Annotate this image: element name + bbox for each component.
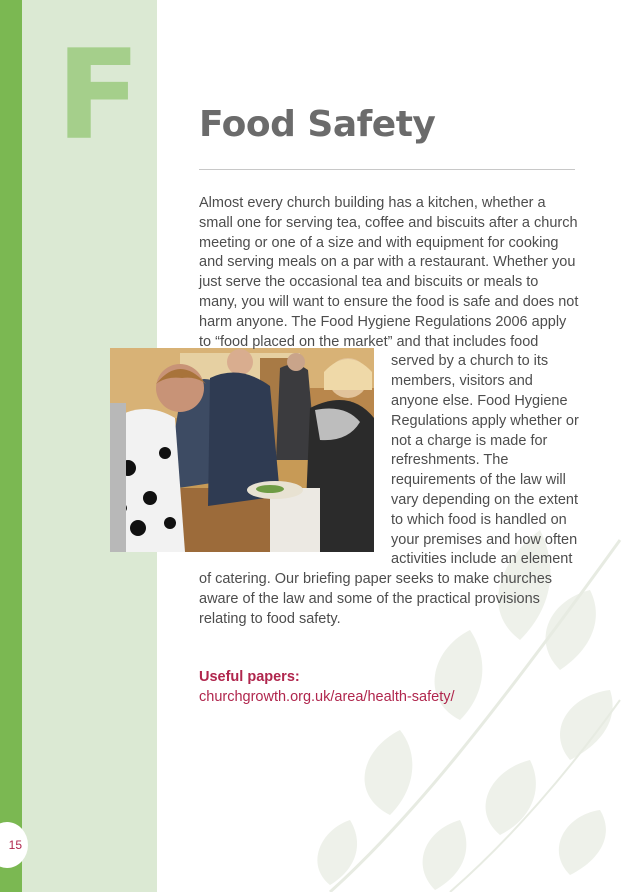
volunteers-serving-food-photo [110, 348, 374, 552]
article-body [199, 194, 579, 630]
section-letter: F [56, 24, 139, 168]
health-safety-link[interactable]: churchgrowth.org.uk/area/health-safety/ [199, 689, 455, 705]
side-accent-strip [0, 0, 22, 892]
article-text-part-1: Almost every church building has a kitchen, whether a small one for serving tea, coffee and biscuits after a church meeting or one of a size and with equipment for cooking and serving meals on a par with a restaurant. Whether you just serve the occasional tea and biscuits or meals to many, you will want to ensure the food is safe and does not harm anyone. The Food Hygiene Regulations 2006 apply to “food placed on the [199, 195, 579, 350]
page-title: Food Safety [199, 104, 436, 145]
article-text-part-2: market” and that includes food served by a church to its members, visitors and anyone else. Food Hygiene Regulations apply whether or not a charge is made for refreshments. The requirements of the law will vary depending on the extent to which food is handled on your premises and how often activities include an element of catering. Our briefing paper seeks to make churches aware of the law and some of the practical provisions relating to food safety. [199, 333, 579, 627]
useful-papers-label: Useful papers: [199, 669, 300, 685]
page-number: 15 [0, 822, 28, 868]
title-divider [199, 169, 575, 170]
